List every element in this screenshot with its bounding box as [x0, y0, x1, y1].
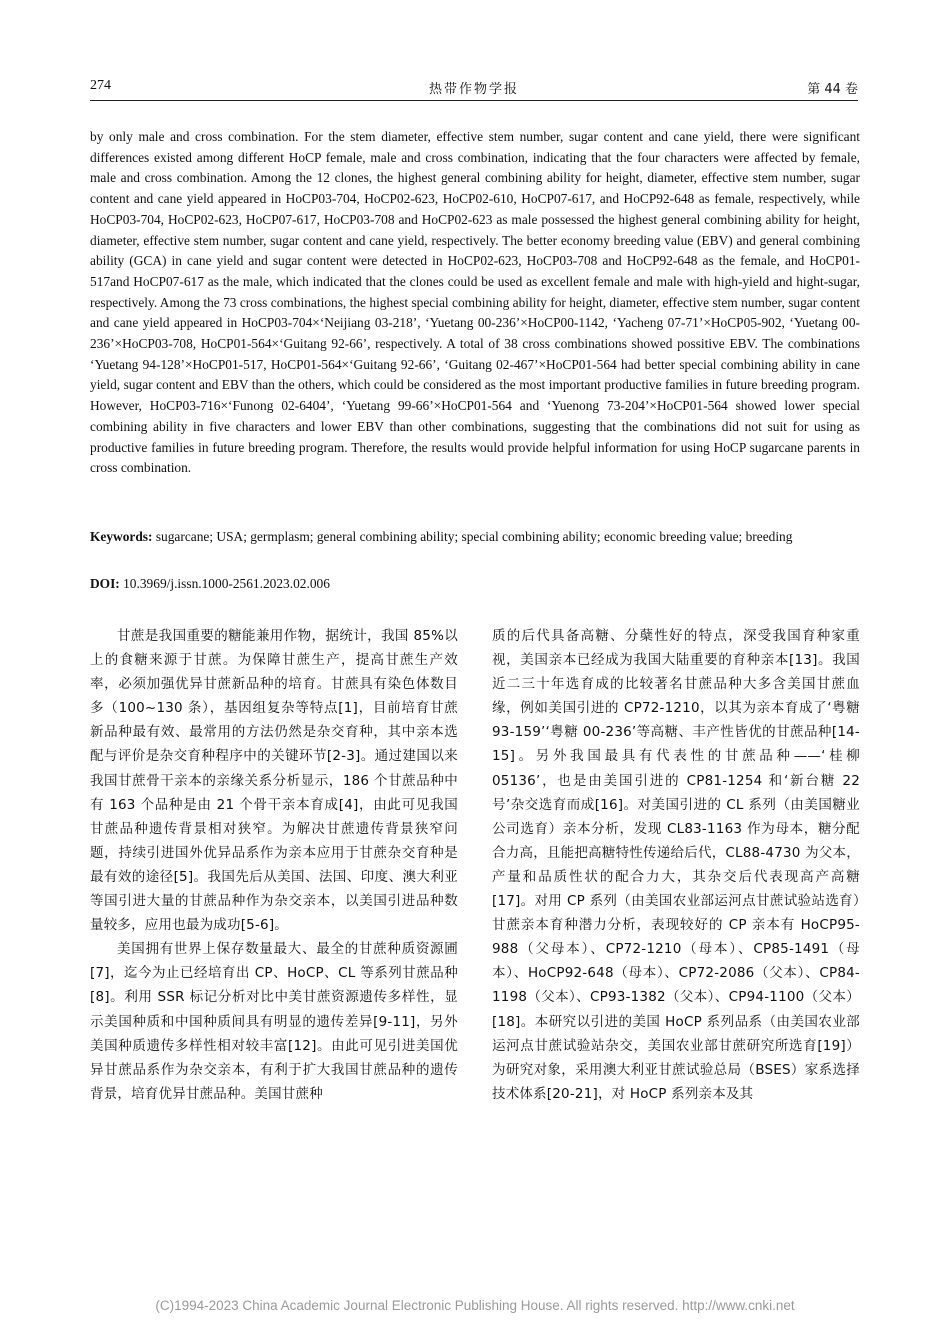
- body-right-column: [492, 624, 860, 1106]
- page-number: 274: [90, 78, 111, 93]
- keywords-text: sugarcane; USA; germplasm; general combining ability; special combining ability; economic breeding value; breeding: [152, 529, 793, 544]
- doi-value: 10.3969/j.issn.1000-2561.2023.02.006: [119, 576, 330, 591]
- doi-line: [90, 574, 860, 594]
- body-paragraph: 质的后代具备高糖、分蘖性好的特点，深受我国育种家重视，美国亲本已经成为我国大陆重要的育种亲本[13]。我国近二三十年选育成的比较著名甘蔗品种大多含美国甘蔗血缘，例如美国引进的 CP72-1210，以其为亲本育成了‘粤糖 93-159’‘粤糖 00-236’等高糖、丰产性皆优的甘蔗品种[14-15]。另外我国最具有代表性的甘蔗品种——‘桂柳 05136’，也是由美国引进的 CP81-1254 和‘新台糖 22 号’杂交选育而成[16]。对美国引进的 CL 系列（由美国糖业公司选育）亲本分析，发现 CL83-1163 作为母本，糖分配合力高，且能把高糖特性传递给后代，CL88-4730 为父本，产量和品质性状的配合力大，其杂交后代表现高产高糖[17]。对用 CP 系列（由美国农业部运河点甘蔗试验站选育）甘蔗亲本育种潜力分析，表现较好的 CP 亲本有 HoCP95-988（父母本）、CP72-1210（母本）、CP85-1491（母本）、HoCP92-648（母本）、CP72-2086（父本）、CP84-1198（父本）、CP93-1382（父本）、CP94-1100（父本）[18]。本研究以引进的美国 HoCP 系列品系（由美国农业部运河点甘蔗试验站杂交，美国农业部甘蔗研究所选育[19]）为研究对象，采用澳大利亚甘蔗试验总局（BSES）家系选择技术体系[20-21]，对 HoCP 系列亲本及其: [492, 628, 860, 1102]
- keywords-label: Keywords:: [90, 529, 153, 544]
- running-header: [90, 74, 858, 101]
- copyright-footer: (C)1994-2023 China Academic Journal Electronic Publishing House. All rights reserved. http://www.cnki.net: [155, 1298, 795, 1313]
- body-paragraph: 甘蔗是我国重要的糖能兼用作物，据统计，我国 85%以上的食糖来源于甘蔗。为保障甘蔗生产，提高甘蔗生产效率，必须加强优异甘蔗新品种的培育。甘蔗具有染色体数目多（100~130 条），基因组复杂等特点[1]，目前培育甘蔗新品种最有效、最常用的方法仍然是杂交育种，其中亲本选配与评价是杂交育种程序中的关键环节[2-3]。通过建国以来我国甘蔗骨干亲本的亲缘关系分析显示，186 个甘蔗品种中有 163 个品种是由 21 个骨干亲本育成[4]，由此可见我国甘蔗品种遗传背景相对狭窄。为解决甘蔗遗传背景狭窄问题，持续引进国外优异品系作为亲本应用于甘蔗杂交育种是最有效的途径[5]。我国先后从美国、法国、印度、澳大利亚等国引进大量的甘蔗品种作为杂交亲本，以美国引进品种数量较多，应用也最为成功[5-6]。: [90, 628, 458, 934]
- doi-label: DOI:: [90, 576, 120, 591]
- journal-title: 热带作物学报: [428, 82, 519, 97]
- abstract-continuation: by only male and cross combination. For the stem diameter, effective stem number, sugar content and cane yield, there were significant differences existed among different HoCP female, male and cross combination, indicating that the four characters were affected by female, male and cross combination. Among the 12 clones, the highest general combining ability for height, diameter, effective stem number, sugar content and cane yield appeared in HoCP03-704, HoCP02-623, HoCP02-610, HoCP07-617, and HoCP92-648 as female, respectively, while HoCP03-704, HoCP02-623, HoCP07-617, HoCP03-708 and HoCP02-623 as male possessed the highest general combining ability for height, diameter, effective stem number, sugar content and cane yield, respectively. The better economy breeding value (EBV) and general combining ability (GCA) in cane yield and sugar content were detected in HoCP02-623, HoCP03-708 and HoCP92-648 as the female, and HoCP01-517and HoCP07-617 as the male, which indicated that the clones could be used as excellent female and male with high-yield and hight-sugar, respectively. Among the 73 cross combinations, the highest special combining ability for height, diameter, effective stem number, sugar content and cane yield appeared in HoCP03-704×‘Neijiang 03-218’, ‘Yuetang 00-236’×HoCP00-1142, ‘Yacheng 07-71’×HoCP05-902, ‘Yuetang 00-236’×HoCP03-708, HoCP01-564×‘Guitang 92-66’, respectively. A total of 38 cross combinations showed possitive EBV. The combinations ‘Yuetang 94-128’×HoCP01-517, HoCP01-564×‘Guitang 92-66’, ‘Guitang 02-467’×HoCP01-564 had better special combining ability in cane yield, sugar content and EBV than the others, which could be considered as the most important productive families in future breeding program. However, HoCP03-716×‘Funong 02-6404’, ‘Yuetang 99-66’×HoCP01-564 and ‘Yuenong 73-204’×HoCP01-564 showed lower special combining ability in five characters and lower EBV than other combinations, suggesting that the combinations did not suit for using as productive families in future breeding program. Therefore, the results would provide helpful information for using HoCP sugarcane parents in cross combination.: [90, 129, 860, 476]
- keywords-line: [90, 527, 860, 548]
- body-left-column: [90, 624, 458, 1106]
- body-paragraph: 美国拥有世界上保存数量最大、最全的甘蔗种质资源圃[7]，迄今为止已经培育出 CP、HoCP、CL 等系列甘蔗品种[8]。利用 SSR 标记分析对比中美甘蔗资源遗传多样性，显示美国种质和中国种质间具有明显的遗传差异[9-11]，另外美国种质遗传多样性相对较丰富[12]。由此可见引进美国优异甘蔗品系作为杂交亲本，有利于扩大我国甘蔗品种的遗传背景，培育优异甘蔗品种。美国甘蔗种: [90, 941, 458, 1102]
- volume-label: 第 44 卷: [807, 82, 858, 97]
